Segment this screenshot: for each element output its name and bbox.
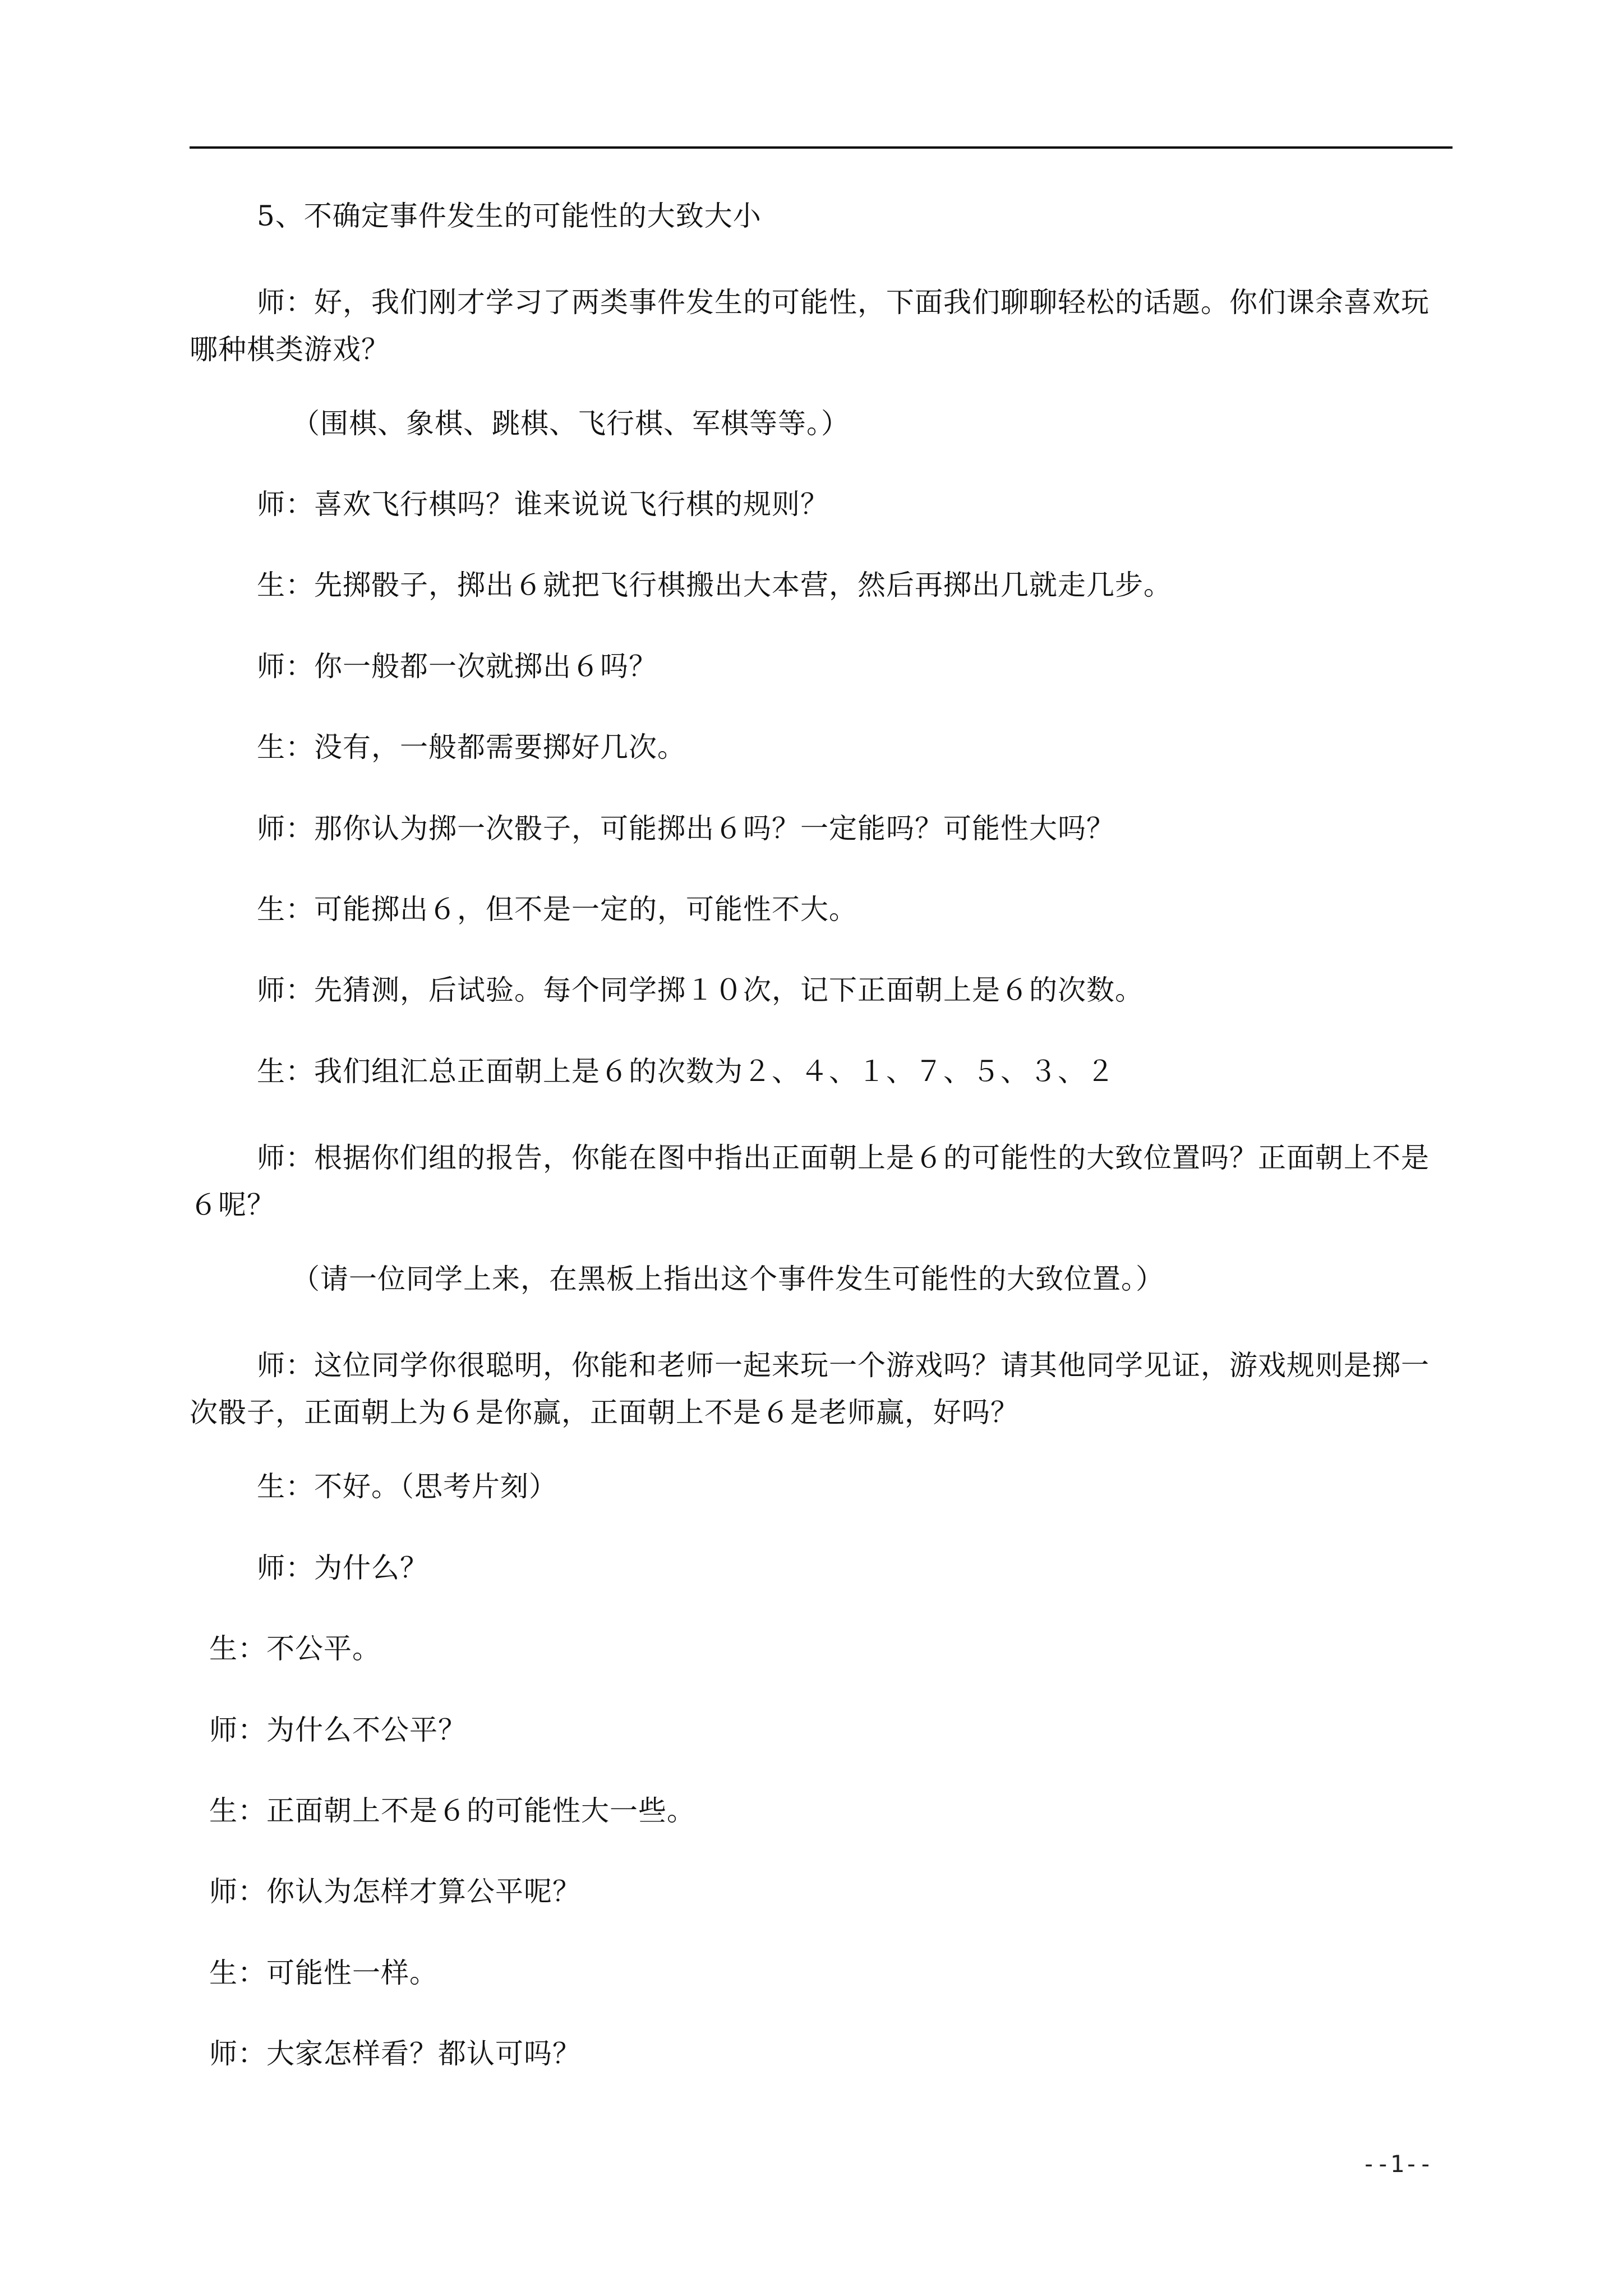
paragraph: 师：这位同学你很聪明，你能和老师一起来玩一个游戏吗？请其他同学见证，游戏规则是掷一次骰子，正面朝上为６是你赢，正面朝上不是６是老师赢，好吗？	[190, 1349, 1430, 1429]
header-rule	[190, 146, 1453, 149]
paragraph: 生：不好。（思考片刻）	[257, 1470, 557, 1503]
paragraph: 生：可能掷出６，但不是一定的，可能性不大。	[257, 893, 857, 926]
paragraph: 师：为什么？	[257, 1552, 428, 1584]
paragraph: 师：先猜测，后试验。每个同学掷１０次，记下正面朝上是６的次数。	[257, 974, 1144, 1006]
paragraph: 师：喜欢飞行棋吗？谁来说说飞行棋的规则？	[257, 488, 829, 521]
paragraph: 生：先掷骰子，掷出６就把飞行棋搬出大本营，然后再掷出几就走几步。	[257, 569, 1172, 601]
paragraph: 生：正面朝上不是６的可能性大一些。	[209, 1795, 695, 1827]
paragraph: （请一位同学上来，在黑板上指出这个事件发生可能性的大致位置。）	[292, 1263, 1164, 1295]
paragraph: 生：我们组汇总正面朝上是６的次数为２、４、１、７、５、３、２	[257, 1055, 1115, 1088]
paragraph: 师：那你认为掷一次骰子，可能掷出６吗？一定能吗？可能性大吗？	[257, 812, 1115, 845]
paragraph: 师：大家怎样看？都认可吗？	[209, 2037, 581, 2070]
paragraph: 师：好，我们刚才学习了两类事件发生的可能性，下面我们聊聊轻松的话题。你们课余喜欢玩哪种棋类游戏？	[190, 286, 1430, 366]
paragraph: （围棋、象棋、跳棋、飞行棋、军棋等等。）	[292, 407, 850, 440]
section-heading: 5、不确定事件发生的可能性的大致大小	[257, 200, 762, 232]
paragraph: 师：你一般都一次就掷出６吗？	[257, 650, 657, 683]
paragraph: 师：根据你们组的报告，你能在图中指出正面朝上是６的可能性的大致位置吗？正面朝上不是６呢？	[190, 1142, 1430, 1221]
paragraph: 生：没有，一般都需要掷好几次。	[257, 731, 686, 763]
paragraph: 生：不公平。	[209, 1632, 381, 1665]
page-number: --1--	[1362, 2150, 1433, 2178]
paragraph: 师：你认为怎样才算公平呢？	[209, 1875, 581, 1908]
paragraph: 生：可能性一样。	[209, 1957, 438, 1989]
paragraph: 师：为什么不公平？	[209, 1714, 467, 1746]
